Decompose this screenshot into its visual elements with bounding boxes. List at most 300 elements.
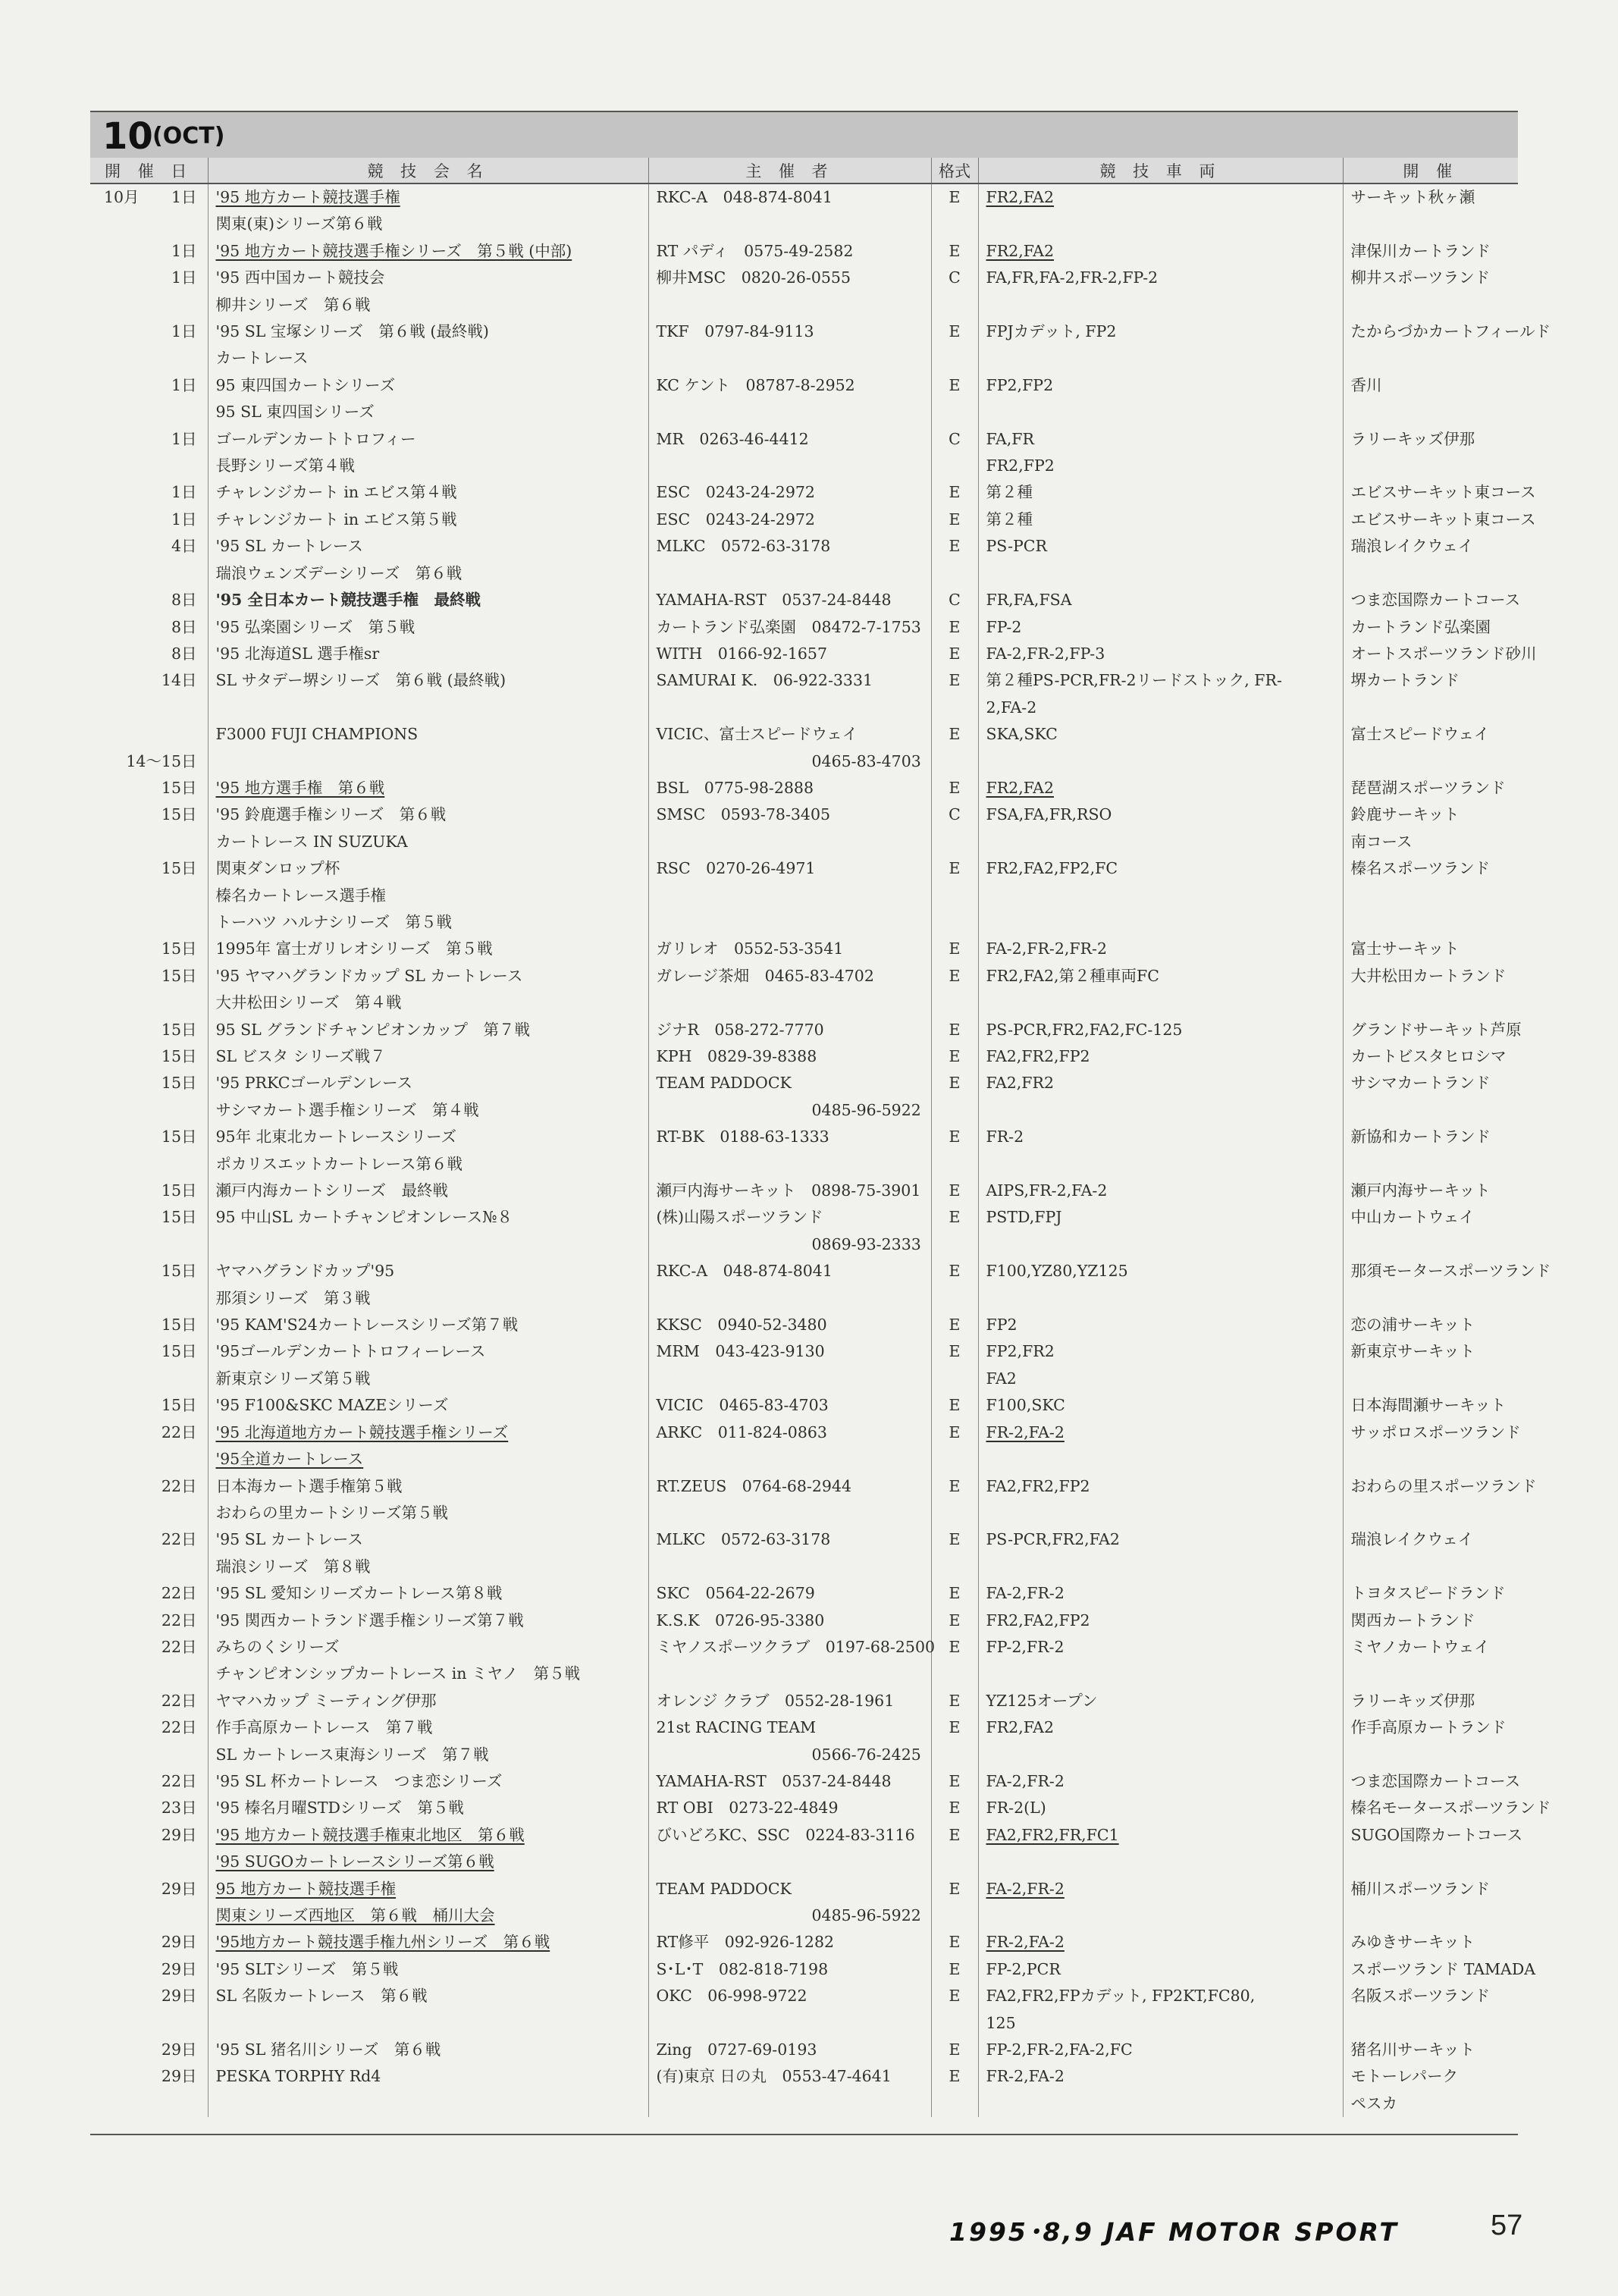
event-name-cell <box>208 963 648 1017</box>
venue-line: サシマカートランド <box>1350 1074 1491 1093</box>
vehicle-class-line: FR2,FA2,第２種車両FC <box>986 966 1159 985</box>
organizer-cell <box>648 641 931 667</box>
event-date-cell <box>90 1258 208 1312</box>
event-name-cell <box>208 1526 648 1580</box>
vehicle-class-cell <box>978 1929 1343 1956</box>
venue-line: 香川 <box>1350 375 1382 394</box>
vehicle-class-cell <box>978 1956 1343 1983</box>
event-name-line: 関東(東)シリーズ第６戦 <box>215 215 383 234</box>
event-name-line: '95 SL カートレース <box>215 537 363 556</box>
table-row <box>90 2063 1518 2117</box>
event-name-line: '95 北海道SL 選手権sr <box>215 644 380 663</box>
vehicle-class-line: FR-2(L) <box>986 1799 1046 1818</box>
event-format: E <box>931 775 978 801</box>
event-date-cell <box>90 1580 208 1607</box>
vehicle-class-line: FA-2,FR-2,FR-2 <box>986 939 1108 958</box>
vehicle-class-cell <box>978 614 1343 641</box>
event-format: E <box>931 1795 978 1821</box>
venue-cell <box>1343 1178 1518 1204</box>
event-format: E <box>931 533 978 587</box>
event-name-line: 柳井シリーズ 第６戦 <box>215 295 371 314</box>
organizer-cell <box>648 426 931 480</box>
event-name-line: 瀬戸内海カートシリーズ 最終戦 <box>215 1181 448 1200</box>
venue-cell <box>1343 963 1518 1017</box>
header-vehicles: 競 技 車 両 <box>978 158 1343 183</box>
event-format: E <box>931 1338 978 1392</box>
event-day: 8日 <box>171 617 197 636</box>
venue-cell <box>1343 614 1518 641</box>
organizer-line: 0869-93-2333 <box>656 1234 921 1253</box>
venue-cell <box>1343 936 1518 962</box>
event-name-line: おわらの里カートシリーズ第５戦 <box>215 1503 448 1522</box>
venue-cell <box>1343 801 1518 855</box>
event-name-line: '95 地方カート競技選手権シリーズ 第５戦 (中部) <box>215 241 572 260</box>
event-date-cell <box>90 1178 208 1204</box>
organizer-line: 柳井MSC 0820-26-0555 <box>656 268 851 287</box>
table-row <box>90 1204 1518 1258</box>
event-name-line: 日本海カート選手権第５戦 <box>215 1476 403 1495</box>
event-day: 29日 <box>161 2040 197 2059</box>
venue-line: 大井松田カートランド <box>1350 966 1507 985</box>
event-name-cell <box>208 1634 648 1688</box>
venue-cell <box>1343 1714 1518 1768</box>
venue-line: 南コース <box>1350 832 1413 851</box>
event-name-line: '95 SL 宝塚シリーズ 第６戦 (最終戦) <box>215 322 489 341</box>
event-day: 29日 <box>161 1825 197 1844</box>
event-name-cell <box>208 1178 648 1204</box>
organizer-cell <box>648 1419 931 1473</box>
venue-line: 堺カートランド <box>1350 671 1460 690</box>
table-row <box>90 1795 1518 1821</box>
organizer-line: VICIC 0465-83-4703 <box>656 1396 829 1415</box>
event-date-cell <box>90 1956 208 1983</box>
event-name-cell <box>208 936 648 962</box>
table-row <box>90 667 1518 721</box>
event-name-line: '95 地方カート競技選手権 <box>215 188 400 206</box>
table-row <box>90 1526 1518 1580</box>
vehicle-class-line: FR-2,FA-2 <box>986 2067 1065 2086</box>
event-name-line: '95 北海道地方カート競技選手権シリーズ <box>215 1422 509 1441</box>
venue-cell <box>1343 1822 1523 1876</box>
vehicle-class-cell <box>978 1017 1343 1043</box>
venue-cell <box>1343 1526 1518 1580</box>
vehicle-class-cell <box>978 1473 1343 1527</box>
event-name-line: SL 名阪カートレース 第６戦 <box>215 1987 428 2006</box>
event-date-cell <box>90 641 208 667</box>
event-format: E <box>931 855 978 936</box>
event-date-cell <box>90 1795 208 1821</box>
organizer-line: (有)東京 日の丸 0553-47-4641 <box>656 2067 892 2086</box>
event-day: 1日 <box>171 322 197 341</box>
vehicle-class-cell <box>978 855 1343 936</box>
vehicle-class-line: FR2,FP2 <box>986 456 1055 475</box>
organizer-line: RKC-A 048-874-8041 <box>656 188 833 206</box>
event-name-cell <box>208 1580 648 1607</box>
table-row <box>90 614 1518 641</box>
event-name-cell <box>208 1017 648 1043</box>
vehicle-class-line: FA2,FR2,FR,FC1 <box>986 1825 1119 1844</box>
event-name-line: '95 地方カート競技選手権東北地区 第６戦 <box>215 1825 525 1844</box>
organizer-line: オレンジ クラブ 0552-28-1961 <box>656 1691 895 1710</box>
event-name-line: ヤマハカップ ミーティング伊那 <box>215 1691 437 1710</box>
organizer-line: RKC-A 048-874-8041 <box>656 1262 833 1281</box>
event-name-cell <box>208 587 648 613</box>
event-date-cell <box>90 2037 208 2063</box>
vehicle-class-line: FA2,FR2,FP2 <box>986 1047 1090 1065</box>
event-format: E <box>931 1204 978 1258</box>
organizer-cell <box>648 1043 931 1070</box>
venue-cell <box>1343 1983 1518 2037</box>
organizer-line: WITH 0166-92-1657 <box>656 644 827 663</box>
event-name-cell <box>208 1768 648 1795</box>
vehicle-class-line: F100,SKC <box>986 1396 1065 1415</box>
event-date-cell <box>90 1124 208 1178</box>
event-name-line: カートレース IN SUZUKA <box>215 832 408 851</box>
venue-line: エビスサーキット東コース <box>1350 510 1536 529</box>
event-name-line: PESKA TORPHY Rd4 <box>215 2067 381 2086</box>
organizer-cell <box>648 1688 931 1714</box>
event-name-line: ポカリスエットカートレース第６戦 <box>215 1154 463 1173</box>
venue-line: つま恋国際カートコース <box>1350 1771 1521 1790</box>
organizer-line: (株)山陽スポーツランド <box>656 1208 823 1227</box>
venue-line: 新東京サーキット <box>1350 1342 1475 1361</box>
event-name-line: 95 東四国カートシリーズ <box>215 375 396 394</box>
organizer-line: 0566-76-2425 <box>656 1745 921 1764</box>
organizer-cell <box>648 372 931 426</box>
organizer-cell <box>648 479 931 506</box>
vehicle-class-line: FA2 <box>986 1369 1017 1388</box>
organizer-line: 0485-96-5922 <box>656 1100 921 1119</box>
event-format: C <box>931 265 978 318</box>
event-day: 29日 <box>161 1959 197 1978</box>
organizer-cell <box>648 318 931 372</box>
venue-line: 日本海間瀬サーキット <box>1350 1396 1507 1415</box>
event-name-line: 新東京シリーズ第５戦 <box>215 1369 371 1388</box>
venue-line: 富士サーキット <box>1350 939 1460 958</box>
organizer-cell <box>648 533 931 587</box>
event-day: 8日 <box>171 591 197 610</box>
event-day: 22日 <box>161 1718 197 1737</box>
vehicle-class-cell <box>978 1043 1343 1070</box>
event-day: 1日 <box>171 483 197 502</box>
event-name-line: 95 SL グランドチャンピオンカップ 第７戦 <box>215 1020 530 1039</box>
event-day: 22日 <box>161 1476 197 1495</box>
table-row <box>90 801 1518 855</box>
event-day: 15日 <box>161 805 197 824</box>
event-name-cell <box>208 1419 648 1473</box>
event-format: E <box>931 1714 978 1768</box>
event-date-cell <box>90 426 208 480</box>
venue-line: グランドサーキット芦原 <box>1350 1020 1522 1039</box>
vehicle-class-line: FP2,FR2 <box>986 1342 1055 1361</box>
event-date-cell <box>90 183 208 238</box>
venue-cell <box>1343 533 1518 587</box>
event-day: 1日 <box>171 429 197 448</box>
event-name-cell <box>208 1392 648 1419</box>
vehicle-class-line: 125 <box>986 2013 1016 2032</box>
event-name-cell <box>208 1822 648 1876</box>
month-abbreviation: (OCT) <box>152 123 225 149</box>
table-row <box>90 1634 1518 1688</box>
organizer-line: MLKC 0572-63-3178 <box>656 1530 831 1549</box>
event-date-cell <box>90 1043 208 1070</box>
event-format: E <box>931 479 978 506</box>
vehicle-class-line: FA2,FR2 <box>986 1074 1055 1093</box>
organizer-line: KC ケント 08787-8-2952 <box>656 375 855 394</box>
event-format: E <box>931 318 978 372</box>
event-day: 29日 <box>161 1987 197 2006</box>
vehicle-class-cell <box>978 801 1343 855</box>
organizer-line: ジナR 058-272-7770 <box>656 1020 824 1039</box>
event-date-cell <box>90 479 208 506</box>
venue-cell <box>1343 1338 1518 1392</box>
organizer-line: TEAM PADDOCK <box>656 1074 792 1093</box>
vehicle-class-cell <box>978 936 1343 962</box>
vehicle-class-cell <box>978 1419 1343 1473</box>
event-format: E <box>931 1876 978 1930</box>
table-row <box>90 372 1518 426</box>
event-name-cell <box>208 1473 648 1527</box>
venue-line: トヨタスピードランド <box>1350 1584 1506 1603</box>
vehicle-class-line: F100,YZ80,YZ125 <box>986 1262 1128 1281</box>
table-row <box>90 426 1518 480</box>
vehicle-class-cell <box>978 667 1343 721</box>
venue-line: 榛名モータースポーツランド <box>1350 1799 1551 1818</box>
venue-line: 瀬戸内海サーキット <box>1350 1181 1491 1200</box>
organizer-cell <box>648 2037 931 2063</box>
venue-cell <box>1343 265 1518 318</box>
vehicle-class-line: FR-2,FA-2 <box>986 1422 1065 1441</box>
event-date-cell <box>90 1714 208 1768</box>
table-row <box>90 855 1518 936</box>
organizer-cell <box>648 183 931 238</box>
table-row <box>90 1714 1518 1768</box>
organizer-cell <box>648 1070 931 1124</box>
event-day: 29日 <box>161 1933 197 1952</box>
event-name-line: みちのくシリーズ <box>215 1637 340 1656</box>
venue-cell <box>1343 1634 1518 1688</box>
event-name-cell <box>208 1338 648 1392</box>
organizer-cell <box>648 587 931 613</box>
table-row <box>90 2037 1518 2063</box>
venue-line: カートランド弘楽園 <box>1350 617 1491 636</box>
organizer-line: ガリレオ 0552-53-3541 <box>656 939 844 958</box>
event-day: 15日 <box>161 778 197 797</box>
event-date-cell <box>90 721 208 775</box>
organizer-cell <box>648 1526 931 1580</box>
event-format: C <box>931 587 978 613</box>
vehicle-class-cell <box>978 2037 1343 2063</box>
table-row <box>90 533 1518 587</box>
vehicle-class-cell <box>978 183 1343 238</box>
organizer-line: MR 0263-46-4412 <box>656 429 809 448</box>
venue-line: 柳井スポーツランド <box>1350 268 1491 287</box>
vehicle-class-cell <box>978 1768 1343 1795</box>
table-row <box>90 238 1518 265</box>
schedule-body <box>90 183 1551 2117</box>
table-row <box>90 1473 1518 1527</box>
event-name-cell <box>208 1204 648 1258</box>
header-event-name: 競 技 会 名 <box>208 158 648 183</box>
event-date-cell <box>90 855 208 936</box>
event-name-line: '95 関西カートランド選手権シリーズ第７戦 <box>215 1611 524 1629</box>
vehicle-class-line: FR-2 <box>986 1128 1024 1146</box>
event-name-line: 95年 北東北カートレースシリーズ <box>215 1128 457 1146</box>
organizer-line: VICIC、富士スピードウェイ <box>656 725 858 744</box>
event-name-cell <box>208 372 648 426</box>
event-day: 15日 <box>161 1262 197 1281</box>
event-name-line: 大井松田シリーズ 第４戦 <box>215 993 402 1012</box>
event-date-cell <box>90 963 208 1017</box>
vehicle-class-line: 第２種 <box>986 483 1033 502</box>
footer-page-number: 57 <box>1491 2210 1523 2241</box>
event-name-cell <box>208 1070 648 1124</box>
event-format: E <box>931 1768 978 1795</box>
event-format: E <box>931 936 978 962</box>
organizer-cell <box>648 1714 931 1768</box>
organizer-cell <box>648 265 931 318</box>
event-day: 22日 <box>161 1611 197 1629</box>
event-date-cell <box>90 587 208 613</box>
venue-cell <box>1343 1688 1518 1714</box>
organizer-cell <box>648 1929 931 1956</box>
venue-cell <box>1343 641 1537 667</box>
event-name-cell <box>208 318 648 372</box>
event-name-cell <box>208 641 648 667</box>
event-day: 22日 <box>161 1637 197 1656</box>
event-day: 15日 <box>161 1208 197 1227</box>
event-name-cell <box>208 801 648 855</box>
vehicle-class-line: FA,FR,FA-2,FR-2,FP-2 <box>986 268 1159 287</box>
event-date-cell <box>90 1070 208 1124</box>
venue-cell <box>1343 479 1536 506</box>
table-row <box>90 1876 1518 1930</box>
organizer-cell <box>648 1392 931 1419</box>
table-row <box>90 1178 1518 1204</box>
table-row <box>90 1688 1518 1714</box>
venue-line: 猪名川サーキット <box>1350 2040 1475 2059</box>
table-row <box>90 1258 1518 1312</box>
event-name-line: 関東シリーズ西地区 第６戦 桶川大会 <box>215 1906 495 1924</box>
event-day: 22日 <box>161 1771 197 1790</box>
vehicle-class-cell <box>978 318 1343 372</box>
event-date-cell <box>90 1688 208 1714</box>
venue-cell <box>1343 1017 1522 1043</box>
event-day: 23日 <box>161 1799 197 1818</box>
organizer-line: MLKC 0572-63-3178 <box>656 537 831 556</box>
event-name-line: '95 西中国カート競技会 <box>215 268 385 287</box>
event-day: 15日 <box>161 1074 197 1093</box>
venue-cell <box>1343 855 1518 936</box>
table-bottom-rule <box>90 2134 1518 2135</box>
event-format: E <box>931 183 978 238</box>
vehicle-class-line: FP-2,PCR <box>986 1959 1061 1978</box>
event-format: E <box>931 2037 978 2063</box>
vehicle-class-cell <box>978 721 1343 775</box>
vehicle-class-cell <box>978 265 1343 318</box>
organizer-cell <box>648 855 931 936</box>
event-date-cell <box>90 1473 208 1527</box>
organizer-cell <box>648 801 931 855</box>
vehicle-class-line: FA,FR <box>986 429 1034 448</box>
month-banner <box>90 111 1518 159</box>
event-name-line: SL サタデー堺シリーズ 第６戦 (最終戦) <box>215 671 506 690</box>
event-name-cell <box>208 2037 648 2063</box>
event-day: 29日 <box>161 1879 197 1898</box>
organizer-line: SAMURAI K. 06-922-3331 <box>656 671 873 690</box>
event-day: 1日 <box>171 241 197 260</box>
header-format: 格式 <box>931 158 978 183</box>
venue-cell <box>1343 426 1518 480</box>
vehicle-class-line: FP-2 <box>986 617 1022 636</box>
venue-cell <box>1343 1419 1521 1473</box>
event-date-cell <box>90 801 208 855</box>
table-row <box>90 265 1518 318</box>
event-format: E <box>931 614 978 641</box>
organizer-cell <box>648 1795 931 1821</box>
venue-line: 新協和カートランド <box>1350 1128 1491 1146</box>
organizer-cell <box>648 1258 931 1312</box>
venue-line: スポーツランド TAMADA <box>1350 1959 1536 1978</box>
event-name-line: チャンピオンシップカートレース in ミヤノ 第５戦 <box>215 1664 581 1683</box>
event-date-cell <box>90 265 208 318</box>
event-date-cell <box>90 238 208 265</box>
organizer-cell <box>648 1312 931 1338</box>
event-day: 14～15日 <box>126 751 197 770</box>
table-row <box>90 1017 1518 1043</box>
vehicle-class-line: FA2,FR2,FPカデット, FP2KT,FC80, <box>986 1987 1256 2006</box>
venue-cell <box>1343 1768 1521 1795</box>
vehicle-class-cell <box>978 1876 1343 1930</box>
organizer-line: BSL 0775-98-2888 <box>656 778 814 797</box>
venue-line: 桶川スポーツランド <box>1350 1879 1491 1898</box>
organizer-cell <box>648 507 931 533</box>
vehicle-class-cell <box>978 426 1343 480</box>
vehicle-class-cell <box>978 372 1343 426</box>
event-name-line: ヤマハグランドカップ'95 <box>215 1262 395 1281</box>
vehicle-class-line: FR2,FA2 <box>986 241 1055 260</box>
venue-line: 琵琶湖スポーツランド <box>1350 778 1506 797</box>
vehicle-class-cell <box>978 533 1343 587</box>
event-name-cell <box>208 1876 648 1930</box>
vehicle-class-cell <box>978 1392 1343 1419</box>
organizer-line: 瀬戸内海サーキット 0898-75-3901 <box>656 1181 921 1200</box>
event-date-cell <box>90 1634 208 1688</box>
table-row <box>90 1608 1518 1634</box>
venue-line: SUGO国際カートコース <box>1350 1825 1523 1844</box>
organizer-cell <box>648 1822 931 1876</box>
vehicle-class-cell <box>978 1822 1343 1876</box>
header-organizer: 主 催 者 <box>648 158 931 183</box>
table-row <box>90 641 1518 667</box>
event-date-cell <box>90 372 208 426</box>
vehicle-class-cell <box>978 1124 1343 1178</box>
event-format: E <box>931 372 978 426</box>
event-name-cell <box>208 479 648 506</box>
venue-cell <box>1343 1204 1518 1258</box>
event-name-cell <box>208 1124 648 1178</box>
venue-line: 富士スピードウェイ <box>1350 725 1490 744</box>
vehicle-class-cell <box>978 238 1343 265</box>
event-format: C <box>931 426 978 480</box>
table-row <box>90 1392 1518 1419</box>
organizer-line: RT.ZEUS 0764-68-2944 <box>656 1476 852 1495</box>
venue-cell <box>1343 507 1536 533</box>
event-name-line: '95 PRKCゴールデンレース <box>215 1074 413 1093</box>
event-date-cell <box>90 1017 208 1043</box>
vehicle-class-line: SKA,SKC <box>986 725 1058 744</box>
event-format: E <box>931 1526 978 1580</box>
